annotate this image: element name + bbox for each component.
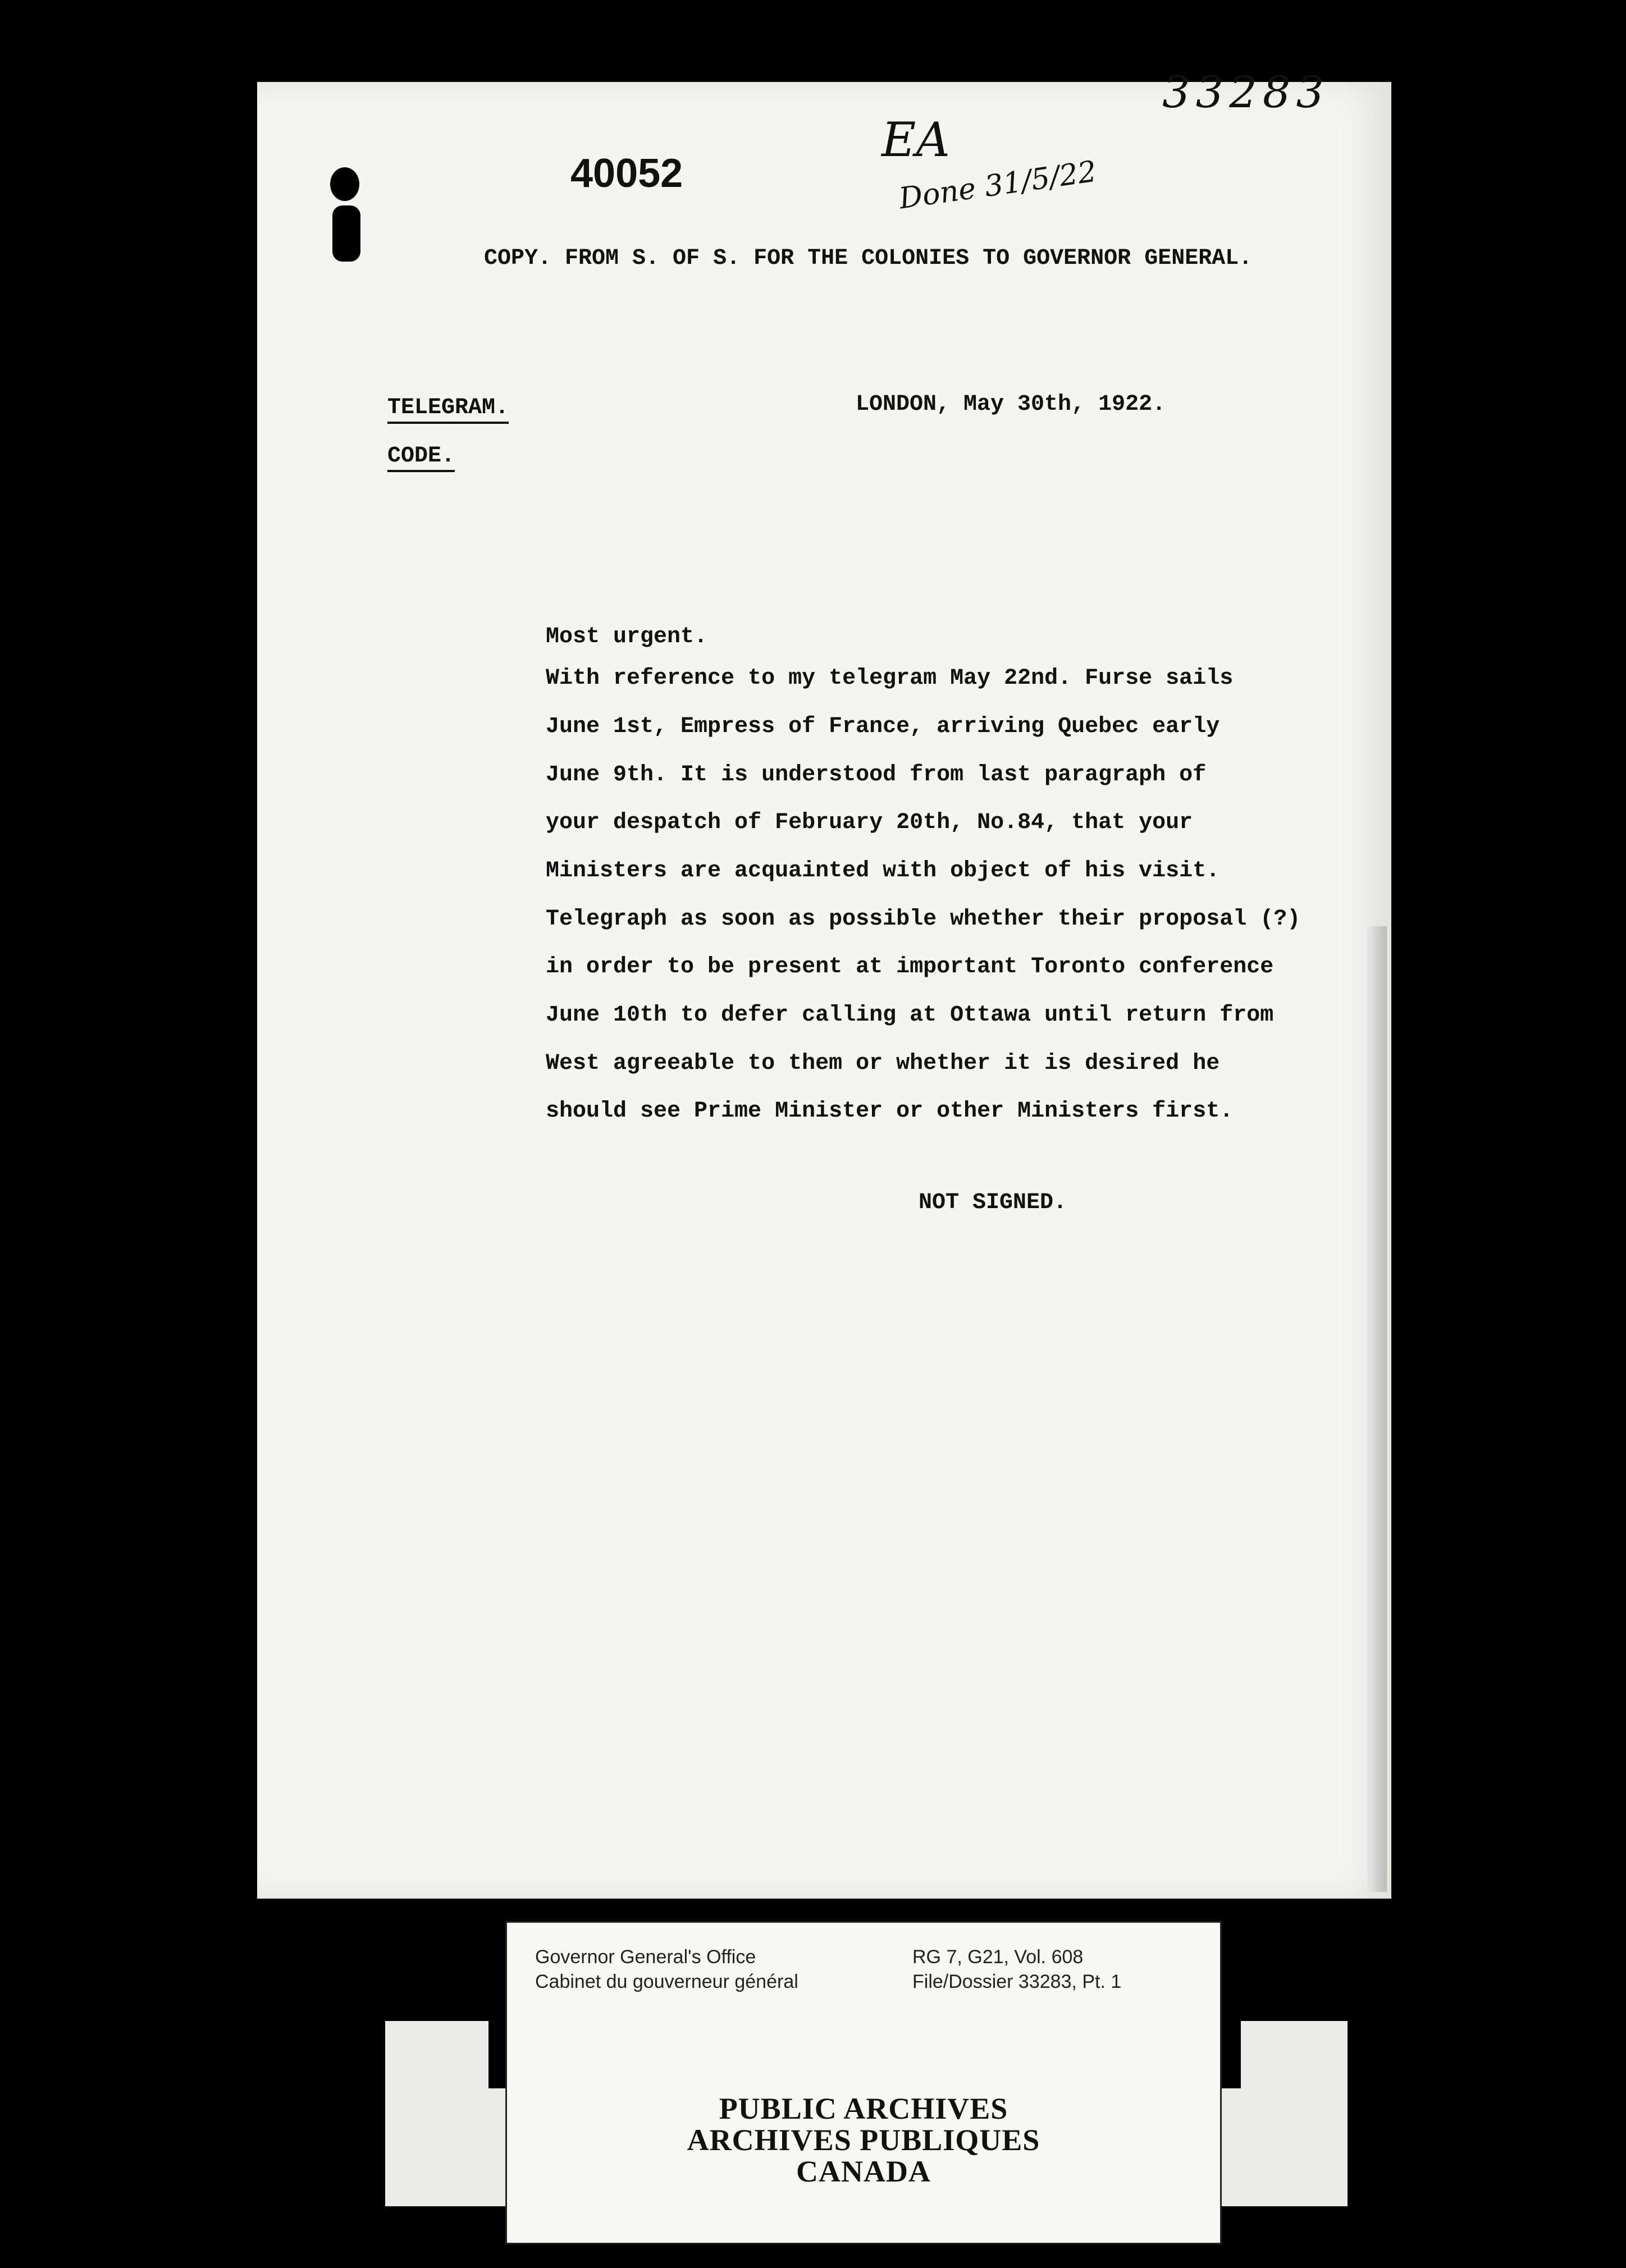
signature-note: NOT SIGNED.	[919, 1190, 1067, 1215]
punch-hole-top	[330, 167, 359, 201]
telegram-label: TELEGRAM.	[387, 395, 509, 424]
handwritten-file-number: 33283	[1162, 67, 1330, 118]
body-line-7: Telegraph as soon as possible whether their proposal (?)	[546, 907, 1301, 932]
stamp-public-archives: PUBLIC ARCHIVES	[719, 2092, 1008, 2125]
stamp-canada: CANADA	[796, 2155, 931, 2188]
body-line-6: Ministers are acquainted with object of his visit.	[546, 858, 1220, 884]
punch-hole-bottom	[332, 205, 360, 262]
body-line-10: West agreeable to them or whether it is desired he	[546, 1051, 1220, 1076]
document-number: 40052	[570, 151, 683, 196]
document-page	[257, 82, 1391, 1899]
handwritten-date-note: Done 31/5/22	[897, 154, 1099, 216]
archive-reference: RG 7, G21, Vol. 608	[912, 1946, 1084, 1968]
place-date: LONDON, May 30th, 1922.	[856, 392, 1166, 417]
body-line-1: Most urgent.	[546, 624, 708, 650]
archive-label	[505, 1921, 1222, 2244]
body-line-5: your despatch of February 20th, No.84, that your	[546, 810, 1193, 835]
office-name-fr: Cabinet du gouverneur général	[535, 1971, 798, 1992]
page-curl-edge	[1364, 926, 1387, 1892]
label-notch-right	[1218, 2021, 1241, 2088]
handwritten-initials: EA	[881, 112, 950, 167]
body-line-4: June 9th. It is understood from last paragraph of	[546, 762, 1207, 788]
code-label: CODE.	[387, 443, 455, 472]
archive-file: File/Dossier 33283, Pt. 1	[912, 1971, 1122, 1992]
body-line-9: June 10th to defer calling at Ottawa until return from	[546, 1003, 1274, 1028]
office-name-en: Governor General's Office	[535, 1946, 756, 1968]
stamp-archives-publiques: ARCHIVES PUBLIQUES	[687, 2123, 1040, 2157]
body-line-3: June 1st, Empress of France, arriving Quebec early	[546, 714, 1220, 739]
body-line-11: should see Prime Minister or other Ministers first.	[546, 1099, 1234, 1124]
body-line-2: With reference to my telegram May 22nd. Furse sails	[546, 666, 1234, 691]
header-line: COPY. FROM S. OF S. FOR THE COLONIES TO GOVERNOR GENERAL.	[484, 246, 1253, 271]
body-line-8: in order to be present at important Toronto conference	[546, 954, 1274, 980]
